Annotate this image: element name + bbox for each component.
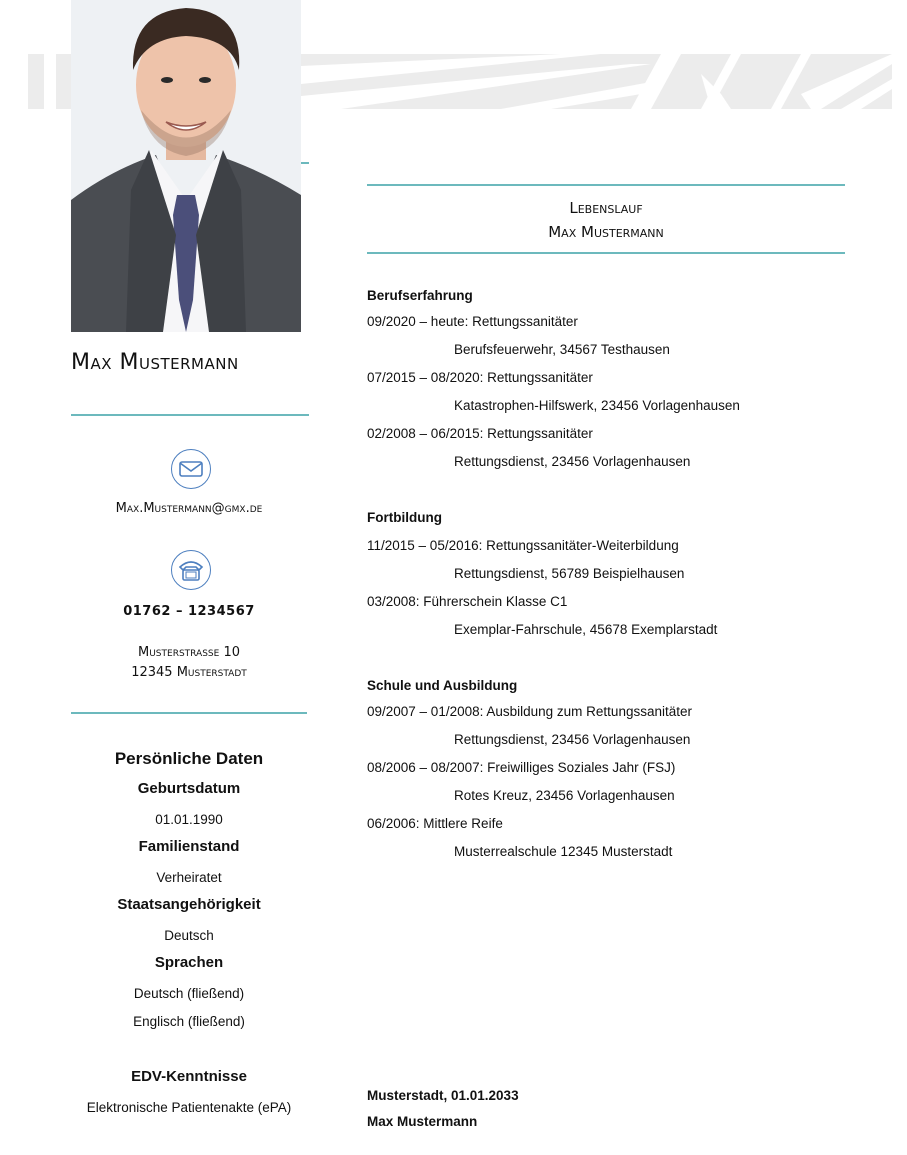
language-item: Deutsch (fließend) [133, 986, 245, 1001]
stripe-pattern [301, 54, 892, 109]
personal-data-heading: Persönliche Daten [114, 749, 264, 768]
email-text[interactable]: Max.Mustermann@gmx.de [115, 501, 263, 516]
education-entry-place: Rettungsdienst, 23456 Vorlagenhausen [454, 732, 691, 747]
envelope-icon [172, 450, 210, 488]
decorative-stripe-right [301, 54, 892, 109]
document-title: Lebenslauf [569, 199, 643, 217]
header-line-top [367, 184, 845, 186]
telephone-icon [172, 551, 210, 589]
section-heading-work: Berufserfahrung [367, 288, 473, 303]
phone-text[interactable]: 01762 – 1234567 [123, 604, 255, 619]
it-skills-label: EDV-Kenntnisse [131, 1068, 247, 1085]
family-value: Verheiratet [156, 870, 222, 885]
education-entry-title: 06/2006: Mittlere Reife [367, 816, 503, 831]
left-divider-bottom [71, 712, 307, 714]
nationality-value: Deutsch [164, 928, 214, 943]
portrait-photo [71, 0, 301, 332]
nationality-label: Staatsangehörigkeit [117, 896, 261, 913]
section-heading-education: Schule und Ausbildung [367, 678, 518, 693]
work-entry-place: Katastrophen-Hilfswerk, 23456 Vorlagenhausen [454, 398, 740, 413]
work-entry-place: Berufsfeuerwehr, 34567 Testhausen [454, 342, 670, 357]
birth-value: 01.01.1990 [155, 812, 223, 827]
education-entry-title: 09/2007 – 01/2008: Ausbildung zum Rettungssanitäter [367, 704, 692, 719]
document-title-block [367, 196, 845, 244]
header-line-bottom [367, 252, 845, 254]
left-divider-top [71, 414, 309, 416]
work-entry-title: 09/2020 – heute: Rettungssanitäter [367, 314, 578, 329]
training-entry-title: 11/2015 – 05/2016: Rettungssanitäter-Weiterbildung [367, 538, 679, 553]
education-entry-place: Musterrealschule 12345 Musterstadt [454, 844, 673, 859]
birth-label: Geburtsdatum [137, 780, 241, 797]
work-entry-title: 02/2008 – 06/2015: Rettungssanitäter [367, 426, 593, 441]
it-skills-value: Elektronische Patientenakte (ePA) [86, 1100, 292, 1115]
document-name: Max Mustermann [548, 223, 664, 241]
training-entry-place: Exemplar-Fahrschule, 45678 Exemplarstadt [454, 622, 718, 637]
work-entry-place: Rettungsdienst, 23456 Vorlagenhausen [454, 454, 691, 469]
email-icon-circle [171, 449, 211, 489]
signature-place-date: Musterstadt, 01.01.2033 [367, 1088, 519, 1103]
left-name: Max Mustermann [71, 350, 239, 375]
address-city: 12345 Musterstadt [131, 665, 247, 680]
signature-name: Max Mustermann [367, 1114, 478, 1129]
education-entry-place: Rotes Kreuz, 23456 Vorlagenhausen [454, 788, 675, 803]
photo-accent-line [301, 162, 309, 164]
section-heading-training: Fortbildung [367, 510, 442, 525]
languages-label: Sprachen [154, 954, 224, 971]
phone-icon-circle [171, 550, 211, 590]
family-label: Familienstand [138, 838, 240, 855]
decorative-stripe-left [28, 54, 72, 109]
work-entry-title: 07/2015 – 08/2020: Rettungssanitäter [367, 370, 593, 385]
training-entry-title: 03/2008: Führerschein Klasse C1 [367, 594, 568, 609]
training-entry-place: Rettungsdienst, 56789 Beispielhausen [454, 566, 685, 581]
language-item: Englisch (fließend) [133, 1014, 245, 1029]
address-street: Musterstrasse 10 [138, 645, 240, 660]
education-entry-title: 08/2006 – 08/2007: Freiwilliges Soziales Jahr (FSJ) [367, 760, 676, 775]
